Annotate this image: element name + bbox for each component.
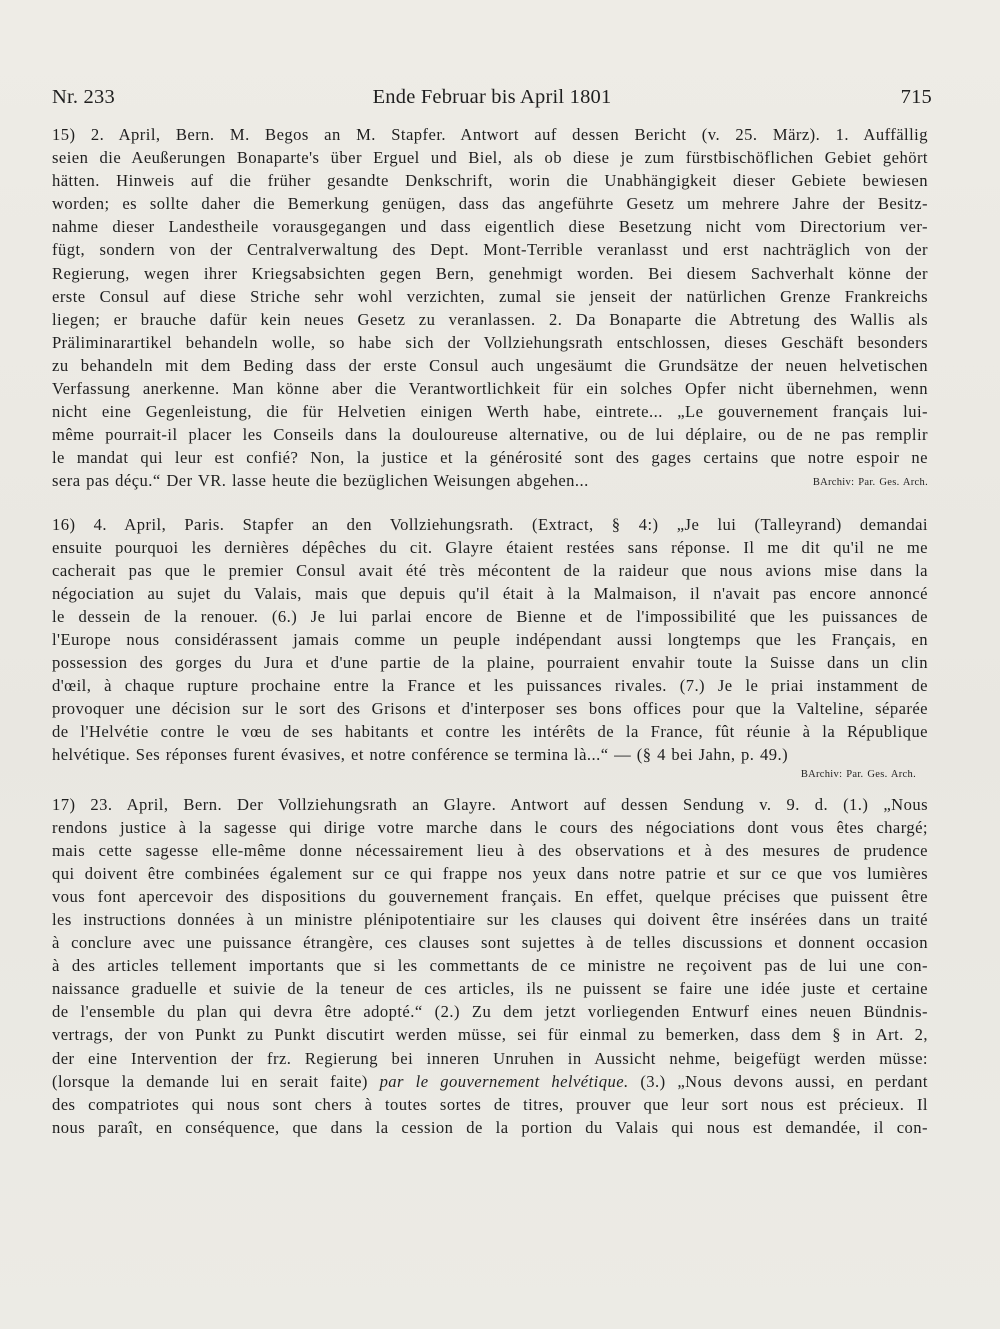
running-header [52, 86, 932, 116]
text-line: sera pas déçu.“ Der VR. lasse heute die bezüglichen Weisungen abgehen... [52, 471, 589, 491]
text-line: worden; es sollte daher die Bemerkung genügen, dass das angeführte Gesetz um mehrere Jahre der Besitz- [52, 194, 928, 214]
text-line: de l'Helvétie contre le vœu de ses habitants et contre les intérêts de la France, fût réunie à la République [52, 722, 928, 742]
text-line: d'œil, à chaque rupture prochaine entre la France et les puissances rivales. (7.) Je le priai instamment de [52, 676, 928, 696]
text-line: même pourrait-il placer les Conseils dans la douloureuse alternative, ou de lui déplaire, ou de ne pas remplir [52, 425, 928, 445]
text-line: négociation au sujet du Valais, mais que depuis qu'il était à la Malmaison, il n'avait pas encore annoncé [52, 583, 928, 603]
archive-source: BArchiv: Par. Ges. Arch. [800, 768, 916, 780]
archive-source: BArchiv: Par. Ges. Arch. [812, 477, 928, 489]
text-line: des compatriotes qui nous sont chers à toutes sortes de titres, prouver que leur sort nous est précieux. Il [52, 1094, 928, 1114]
entry-16 [52, 513, 928, 783]
text-line: les instructions données à un ministre plénipotentiaire sur les clauses qui doivent être insérées dans un traité [52, 910, 928, 929]
text-line: zu behandeln mit dem Beding dass der erste Consul auch ungesäumt die Grundsätze der neuen helvetischen [52, 355, 928, 375]
text-line: 17) 23. April, Bern. Der Vollziehungsrath an Glayre. Antwort auf dessen Sendung v. 9. d. (1.) „Nous [52, 794, 928, 814]
text-line-with-source [52, 469, 928, 492]
page-number: 715 [900, 86, 932, 108]
text-line: fügt, sondern von der Centralverwaltung des Dept. Mont-Terrible veranlasst und erst nachträglich von der [52, 240, 928, 260]
text-line: vous font apercevoir des dispositions du gouvernement français. En effet, quelque précises que puissent être [52, 886, 928, 906]
text-line-italic: (lorsque la demande lui en serait faite) par le gouvernement helvétique. (3.) „Nous devons aussi, en perdant [52, 1071, 928, 1091]
text-line: l'Europe nous considérassent jamais comme un peuple indépendant aussi longtemps que les Français, en [52, 629, 928, 649]
text-line: 15) 2. April, Bern. M. Begos an M. Stapfer. Antwort auf dessen Bericht (v. 25. März). 1. Auffällig [52, 125, 928, 144]
text-line: le dessein de la renouer. (6.) Je lui parlai encore de Bienne et de l'impossibilité que les puissances de [52, 606, 928, 626]
text-line: helvétique. Ses réponses furent évasives, et notre conférence se termina là...“ — (§ 4 bei Jahn, p. 49.) [52, 745, 789, 765]
text-line: 16) 4. April, Paris. Stapfer an den Vollziehungsrath. (Extract, § 4:) „Je lui (Talleyrand) demandai [52, 514, 928, 534]
text-line: naissance graduelle et suivie de la teneur de ces articles, ils ne puissent se faire une idée juste et certaine [52, 979, 928, 999]
text-line: vertrags, der von Punkt zu Punkt discutirt werden müsse, sei für einmal zu bemerken, dass dem § in Art. 2, [52, 1025, 928, 1045]
text-line: erste Consul auf diese Striche sehr wohl verzichten, zumal sie jenseit der natürlichen Grenze Frankreichs [52, 286, 928, 306]
text-line: nahme dieser Landestheile vorausgegangen und dass eigentlich diese Besetzung nicht vom Directorium ver- [52, 217, 928, 237]
text-line: nicht eine Gegenleistung, die für Helvetien einigen Werth habe, eintrete... „Le gouvernement français lui- [52, 402, 928, 422]
text-line: Präliminarartikel behandeln wolle, so habe sich der Vollziehungsrath entschlossen, dieses Geschäft besonders [52, 332, 928, 352]
text-line: Verfassung anerkenne. Man könne aber die Verantwortlichkeit für ein solches Opfer nicht übernehmen, wenn [52, 379, 928, 399]
text-line: der eine Intervention der frz. Regierung bei inneren Unruhen in Aussicht nehme, beigefügt werden müsse: [52, 1048, 928, 1068]
text-line: rendons justice à la sagesse qui dirige votre marche dans le cours des négociations dont vous êtes chargé; [52, 817, 928, 837]
text-line: ensuite pourquoi les dernières dépêches du cit. Glayre étaient restées sans réponse. Il me dit qu'il ne me [52, 537, 928, 557]
text-line: mais cette sagesse elle-même donne nécessairement lieu à des observations et à des mesures de prudence [52, 840, 928, 860]
text-line: qui doivent être combinées également sur ce qui frappe nos yeux dans notre patrie et sur ce que vos lumières [52, 863, 928, 883]
text-line: le mandat qui leur est confié? Non, la justice et la générosité sont des gages certains que notre espoir ne [52, 448, 928, 468]
text-line: liegen; er brauche dafür kein neues Gesetz zu veranlassen. 2. Da Bonaparte die Abtretung des Wallis als [52, 309, 928, 329]
body-text [52, 123, 928, 1139]
text-line: Regierung, wegen ihrer Kriegsabsichten gegen Bern, genehmigt worden. Bei diesem Sachverhalt könne der [52, 263, 928, 283]
text-line: de l'ensemble du plan qui devra être adopté.“ (2.) Zu dem jetzt vorliegenden Entwurf eines neuen Bündnis- [52, 1002, 928, 1022]
italic-phrase: par le gouvernement helvétique. [379, 1071, 629, 1091]
text-line: provoquer une décision sur le sort des Grisons et d'interposer ses bons offices pour que la Valteline, séparée [52, 699, 928, 719]
text-line: possession des gorges du Jura et d'une partie de la plaine, pourraient envahir toute la Suisse dans un clin [52, 653, 928, 673]
entry-17 [52, 793, 928, 1139]
text-line: à des articles tellement importants que si les commettants de ce ministre ne reçoivent pas de lui une con- [52, 956, 928, 976]
text-line: à conclure avec une puissance étrangère, ces clauses sont sujettes à de telles discussions et donnent occasion [52, 933, 928, 953]
text-line: nous paraît, en conséquence, que dans la cession de la portion du Valais qui nous est demandée, il con- [52, 1117, 928, 1137]
entry-15 [52, 123, 928, 493]
running-title: Ende Februar bis April 1801 [372, 86, 612, 108]
text-line: hätten. Hinweis auf die früher gesandte Denkschrift, worin die Unabhängigkeit dieser Gebiete bewiesen [52, 171, 928, 191]
text-line: seien die Aeußerungen Bonaparte's über Erguel und Biel, als ob diese je zum fürstbischöflichen Gebiet gehört [52, 148, 928, 168]
document-number: Nr. 233 [52, 86, 115, 108]
text-line: cacherait pas que le premier Consul avait été très mécontent de la raideur que nous avions mise dans la [52, 560, 928, 580]
